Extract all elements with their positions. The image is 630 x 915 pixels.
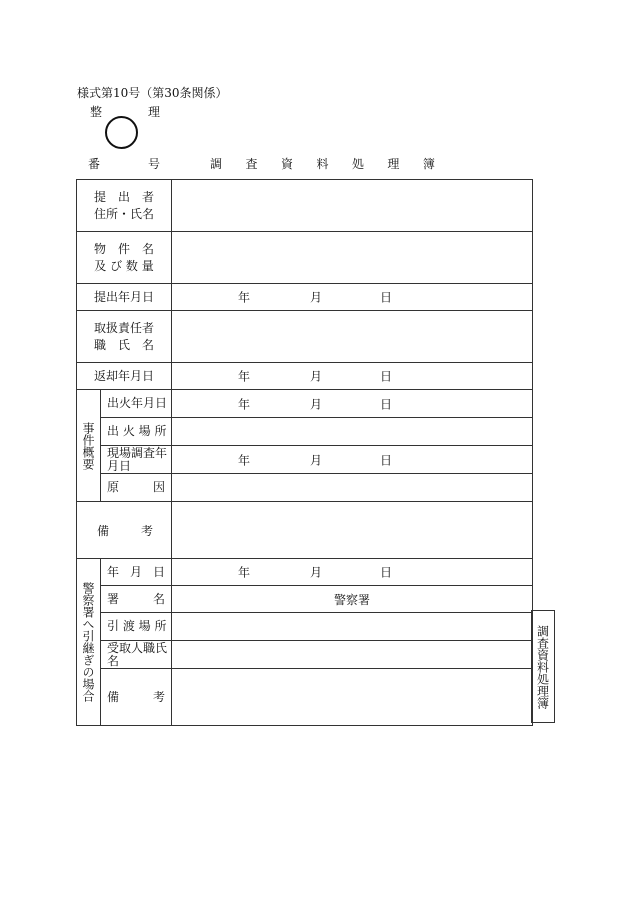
station-field[interactable] — [172, 586, 533, 613]
fire-place-row — [77, 418, 533, 446]
bango-label-2: 号 — [148, 157, 161, 171]
submitter-row — [77, 180, 533, 232]
title-char: 簿 — [422, 157, 435, 171]
title-char: 資 — [280, 157, 293, 171]
handler-label: 取扱責任者 職 氏 名 — [77, 311, 172, 363]
survey-date-label: 現場調査年月日 — [101, 446, 172, 474]
day-unit: 日 — [380, 290, 393, 305]
police-date-field[interactable] — [172, 559, 533, 586]
fire-place-label: 出 火 場 所 — [101, 418, 172, 446]
remarks-label: 備 考 — [77, 502, 172, 559]
year-unit: 年 — [238, 369, 251, 384]
cause-row — [77, 474, 533, 502]
fire-date-label: 出火年月日 — [101, 390, 172, 418]
year-unit: 年 — [238, 565, 251, 580]
return-date-field[interactable] — [172, 363, 533, 390]
fire-place-field[interactable] — [172, 418, 533, 446]
bango-label-1: 番 — [88, 157, 101, 171]
handover-place-label: 引 渡 場 所 — [101, 613, 172, 641]
month-unit: 月 — [310, 369, 323, 384]
title-char: 処 — [351, 157, 364, 171]
police-group-label: 警察署へ引継ぎの場合 — [77, 559, 101, 726]
submit-date-row — [77, 284, 533, 311]
item-label: 物 件 名 及 び 数 量 — [77, 232, 172, 284]
side-title-box — [531, 610, 555, 723]
police-date-label: 年 月 日 — [101, 559, 172, 586]
cause-label: 原 因 — [101, 474, 172, 502]
title-char: 査 — [245, 157, 258, 171]
handler-value-field[interactable] — [172, 311, 533, 363]
receiver-row — [77, 641, 533, 669]
submitter-value-field[interactable] — [172, 180, 533, 232]
fire-date-field[interactable] — [172, 390, 533, 418]
month-unit: 月 — [310, 397, 323, 411]
fire-date-row — [77, 390, 533, 418]
seiri-label-1: 整 — [90, 105, 103, 119]
survey-date-row — [77, 446, 533, 474]
day-unit: 日 — [380, 565, 393, 580]
day-unit: 日 — [380, 397, 393, 411]
item-value-field[interactable] — [172, 232, 533, 284]
return-date-row — [77, 363, 533, 390]
receiver-label: 受取人職氏名 — [101, 641, 172, 669]
year-unit: 年 — [238, 397, 251, 411]
month-unit: 月 — [310, 453, 323, 467]
day-unit: 日 — [380, 453, 393, 467]
month-unit: 月 — [310, 565, 323, 580]
police-remarks-label: 備 考 — [101, 669, 172, 726]
record-form-table — [76, 179, 533, 726]
submit-date-label: 提出年月日 — [77, 284, 172, 311]
seiri-label-2: 理 — [148, 105, 161, 119]
submit-date-field[interactable] — [172, 284, 533, 311]
handover-place-row — [77, 613, 533, 641]
submitter-label: 提 出 者 住所・氏名 — [77, 180, 172, 232]
day-unit: 日 — [380, 369, 393, 384]
police-date-row — [77, 559, 533, 586]
station-row — [77, 586, 533, 613]
cause-field[interactable] — [172, 474, 533, 502]
handler-row — [77, 311, 533, 363]
incident-group-label: 事件概要 — [77, 390, 101, 502]
month-unit: 月 — [310, 290, 323, 305]
title-char: 理 — [387, 157, 400, 171]
item-row — [77, 232, 533, 284]
survey-date-field[interactable] — [172, 446, 533, 474]
form-number: 様式第10号（第30条関係） — [77, 86, 228, 100]
police-remarks-field[interactable] — [172, 669, 533, 726]
year-unit: 年 — [238, 453, 251, 467]
handover-place-field[interactable] — [172, 613, 533, 641]
station-suffix: 警察署 — [334, 592, 371, 607]
remarks-row — [77, 502, 533, 559]
police-remarks-row — [77, 669, 533, 726]
reference-number-circle — [105, 116, 138, 149]
return-date-label: 返却年月日 — [77, 363, 172, 390]
year-unit: 年 — [238, 290, 251, 305]
side-title: 調査資料処理簿 — [535, 624, 550, 709]
station-label: 署 名 — [101, 586, 172, 613]
title-char: 料 — [316, 157, 329, 171]
title-char: 調 — [210, 157, 223, 171]
remarks-field[interactable] — [172, 502, 533, 559]
document-title — [210, 155, 435, 172]
receiver-field[interactable] — [172, 641, 533, 669]
